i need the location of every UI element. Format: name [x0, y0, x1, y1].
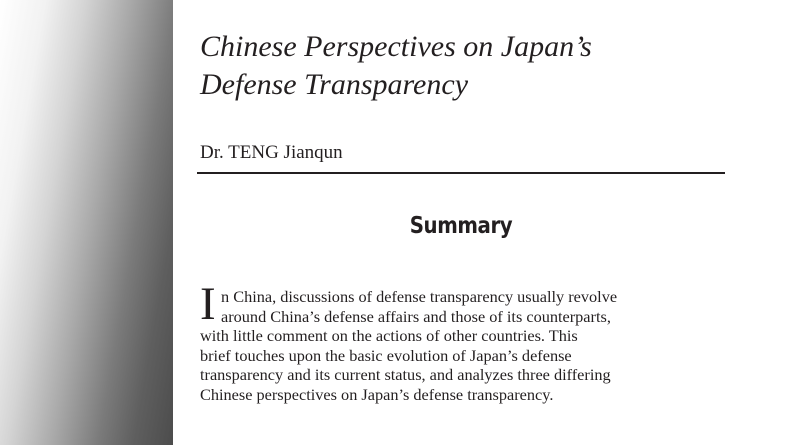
paper-title-line-2: Defense Transparency: [200, 68, 469, 101]
drop-cap: I: [200, 278, 216, 330]
decorative-gradient-bar: [0, 0, 173, 445]
paper-title-line-1: Chinese Perspectives on Japan’s: [200, 30, 592, 63]
title-divider: [197, 172, 725, 174]
summary-line: brief touches upon the basic evolution of Japan’s defense: [200, 345, 572, 365]
summary-line: around China’s defense affairs and those of its counterparts,: [221, 306, 611, 326]
summary-heading: Summary: [409, 213, 513, 239]
author-name: Dr. TENG Jianqun: [200, 142, 343, 163]
summary-line: transparency and its current status, and analyzes three differing: [200, 365, 611, 385]
summary-line: Chinese perspectives on Japan’s defense transparency.: [200, 384, 554, 404]
summary-line: with little comment on the actions of other countries. This: [200, 326, 578, 346]
summary-line: n China, discussions of defense transparency usually revolve: [221, 287, 618, 306]
paper-title: [200, 28, 760, 104]
summary-paragraph: [200, 287, 700, 405]
